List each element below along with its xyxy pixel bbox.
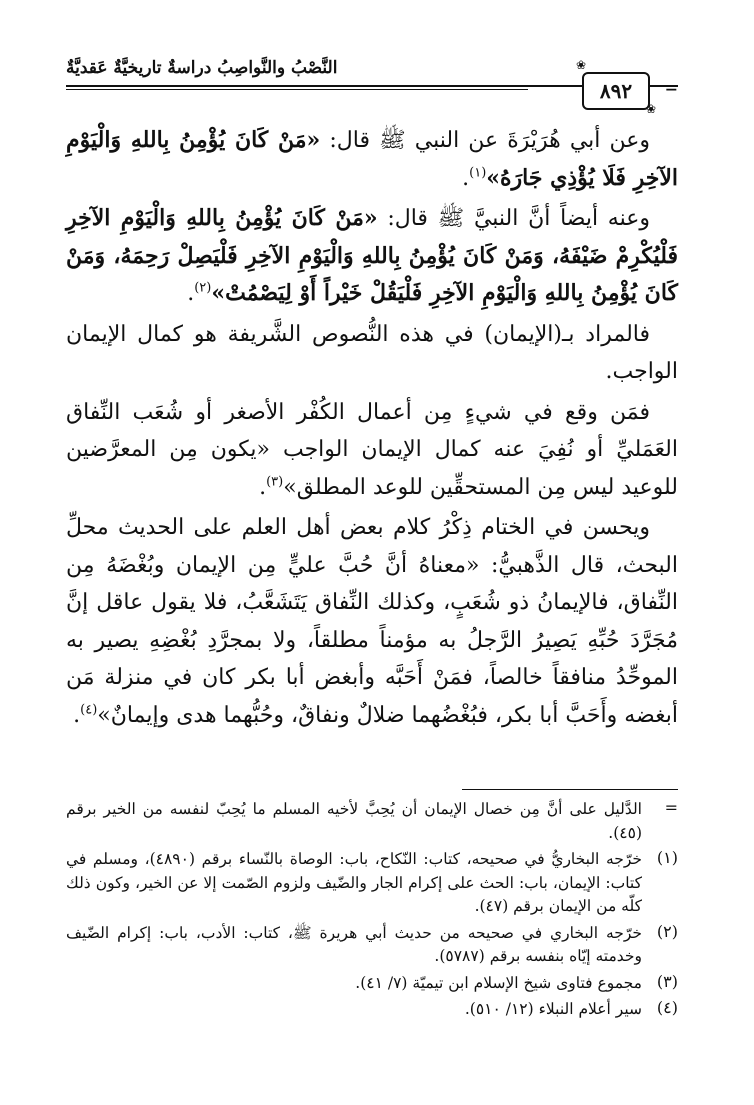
footnote-mark: = <box>664 798 678 817</box>
footnote-text: مجموع فتاوى شيخ الإسلام ابن تيميّة (٧/ ٤١). <box>355 973 642 992</box>
paragraph-1-lead: وعن أبي هُرَيْرَةَ عن النبي ﷺ قال: <box>320 128 650 153</box>
footnote-ref-4: (٤) <box>80 702 98 718</box>
footnote-text: سير أعلام النبلاء (١٢/ ٥١٠). <box>464 1000 642 1018</box>
paragraph-4-text: فمَن وقع في شيءٍ مِن أعمال الكُفْر الأصغر أو شُعَب النِّفاق العَمَليِّ أو نُفِيَ عنه كمال الإيمان الواجب «يكون مِن المعرَّضين للوعيد ليس مِن المستحقِّين للوعد المطلق» <box>66 399 678 500</box>
footnote-text: خرّجه البخاري في صحيحه من حديث أبي هريرة ﷺ، كتاب: الأدب، باب: إكرام الضّيف وخدمته إيّاه بنفسه برقم (٥٧٨٧). <box>66 923 642 965</box>
page-number: ٨٩٢ <box>599 79 633 103</box>
paragraph-2-lead: وعنه أيضاً أنَّ النبيَّ ﷺ قال: <box>377 206 650 231</box>
main-text <box>66 122 678 737</box>
footnote-mark: (٣) <box>656 971 678 991</box>
sentence-end: . <box>187 281 195 306</box>
footnote-ref-1: (١) <box>469 165 487 181</box>
footnote-separator <box>462 789 678 790</box>
paragraph-4 <box>66 394 678 507</box>
footnote-ref-2: (٢) <box>194 280 212 296</box>
footnote-2 <box>66 922 678 969</box>
footnote-ref-3: (٣) <box>266 474 284 490</box>
footnote-4 <box>66 998 678 1022</box>
sentence-end: . <box>73 702 81 728</box>
paragraph-5 <box>66 509 678 734</box>
footnote-continuation <box>66 798 678 845</box>
paragraph-2 <box>66 200 678 313</box>
hadith-quote-1: «مَنْ كَانَ يُؤْمِنُ بِاللهِ وَالْيَوْمِ الآخِرِ فَلَا يُؤْذِي جَارَهُ» <box>66 127 678 191</box>
sentence-end: . <box>259 474 267 500</box>
book-title: النَّصْبُ والنَّواصِبُ دراسةٌ تاريخيَّةٌ عَقديَّةٌ <box>66 58 338 78</box>
footnote-1 <box>66 848 678 919</box>
paragraph-1 <box>66 122 678 197</box>
footnotes <box>66 798 678 1025</box>
footnote-3 <box>66 972 678 996</box>
paragraph-3-text: فالمراد بـ(الإيمان) في هذه النُّصوص الشَّريفة هو كمال الإيمان الواجب. <box>66 321 678 384</box>
header-rule-secondary <box>66 89 528 90</box>
running-header <box>66 52 678 114</box>
ornament-icon: ❀ <box>575 58 586 72</box>
paragraph-5-text: ويحسن في الختام ذِكْرُ كلام بعض أهل العلم على الحديث محلِّ البحث، قال الذَّهبيُّ: «معناهُ أنَّ حُبَّ عليٍّ مِن الإيمان وبُغْضَهُ مِن النِّفاق، فالإيمانُ ذو شُعَبٍ، وكذلك النِّفاق يَتَشَعَّبُ، فلا يقول عاقل إنَّ مُجَرَّدَ حُبِّهِ يَصِيرُ الرَّجلُ به مؤمناً مطلقاً، ولا بمجرَّدِ بُغْضِهِ يصير به الموحِّدُ منافقاً خالصاً، فمَنْ أَحَبَّه وأبغض أبا بكر كان في منزلة مَن أبغضه وأَحَبَّ أبا بكر، فبُغْضُهما ضلالٌ ونفاقٌ، وحُبُّهما هدى وإيمانٌ» <box>66 515 678 728</box>
ornament-icon: ❀ <box>645 102 656 116</box>
hadith-quote-2: «مَنْ كَانَ يُؤْمِنُ بِاللهِ وَالْيَوْمِ الآخِرِ فَلْيُكْرِمْ ضَيْفَهُ، وَمَنْ كَانَ يُؤْمِنُ بِاللهِ وَالْيَوْمِ الآخِرِ فَلْيَصِلْ رَحِمَهُ، وَمَنْ كَانَ يُؤْمِنُ بِاللهِ وَالْيَوْمِ الآخِرِ فَلْيَقُلْ خَيْراً أَوْ لِيَصْمُتْ» <box>66 205 678 306</box>
footnote-text: الدَّليل على أنَّ مِن خصال الإيمان أن يُحِبَّ لأخيه المسلم ما يُحِبّ لنفسه من الخير برقم (٤٥). <box>66 800 642 842</box>
continuation-mark: = <box>664 78 678 97</box>
footnote-mark: (١) <box>656 848 678 867</box>
paragraph-3 <box>66 316 678 391</box>
footnote-text: خرّجه البخاريُّ في صحيحه، كتاب: النّكاح، باب: الوصاة بالنّساء برقم (٤٨٩٠)، ومسلم في كتاب: الإيمان، باب: الحث على إكرام الجار والضّيف ولزوم الصّمت إلا عن الخير، وكون ذلك كلّه من الإيمان برقم (٤٧). <box>66 850 642 915</box>
page-number-badge <box>582 72 650 110</box>
footnote-mark: (٢) <box>656 921 678 941</box>
footnote-mark: (٤) <box>656 998 678 1017</box>
sentence-end: . <box>462 165 470 191</box>
